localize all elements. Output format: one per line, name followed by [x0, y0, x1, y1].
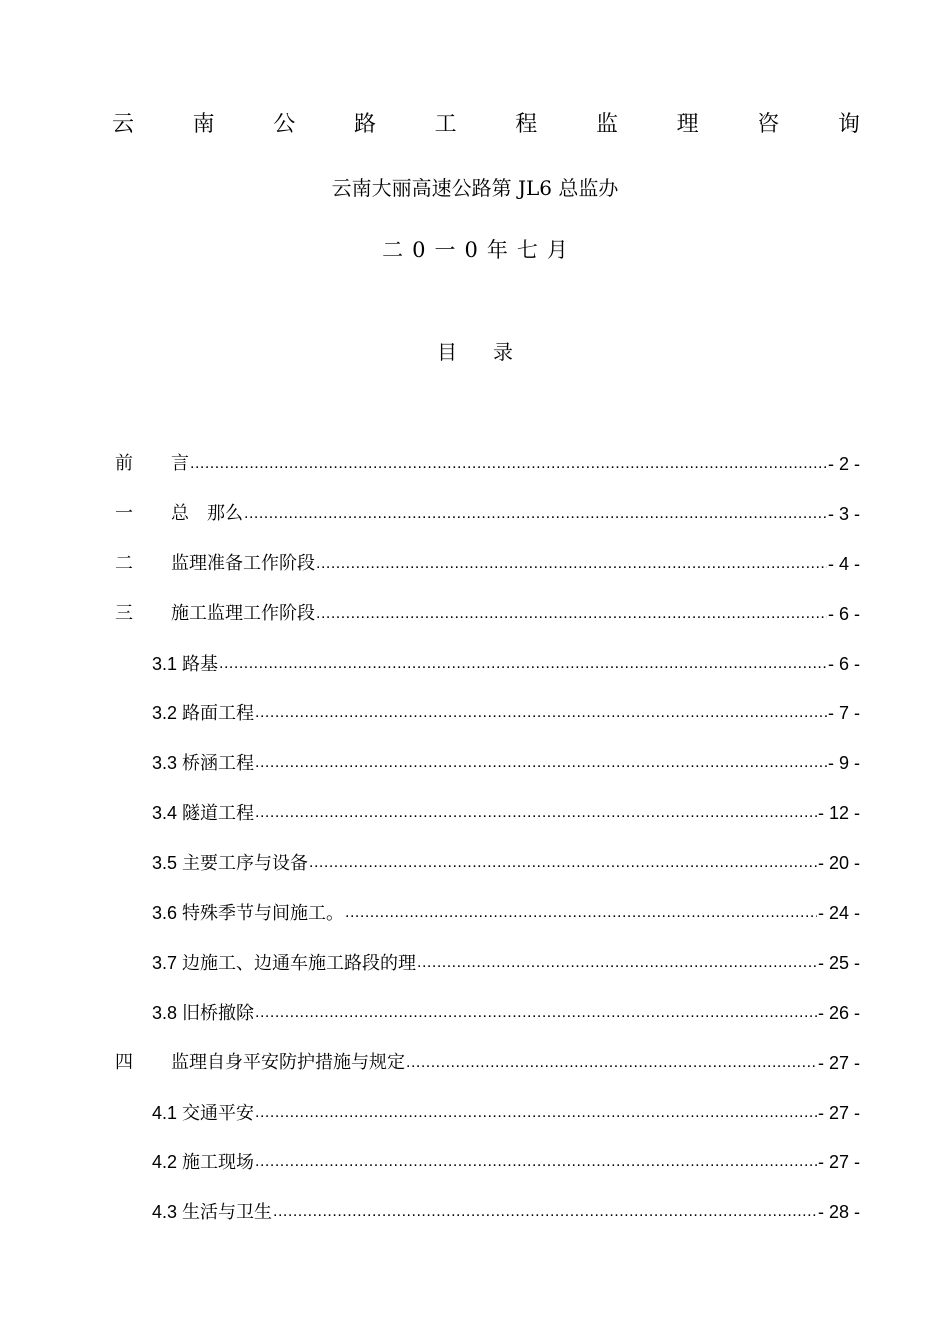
- toc-entry[interactable]: [115, 639, 860, 689]
- toc-dot-leader: [255, 798, 817, 828]
- toc-dot-leader: [255, 748, 827, 778]
- toc-page-number: - 25 -: [817, 952, 860, 973]
- company-name-char: 询: [837, 112, 860, 137]
- company-name-char: 理: [676, 112, 699, 137]
- toc-entry-label: 3.3 桥涵工程: [152, 753, 255, 774]
- toc-dot-leader: [345, 898, 817, 928]
- toc-page-number: - 27 -: [817, 1102, 860, 1123]
- toc-entry-label: 3.2 路面工程: [152, 703, 255, 724]
- toc-page-number: - 20 -: [817, 853, 860, 874]
- company-name-char: 路: [353, 112, 376, 137]
- toc-page-number: - 27 -: [817, 1052, 860, 1073]
- table-of-contents: [115, 439, 860, 1237]
- toc-entry[interactable]: [115, 439, 860, 489]
- company-name-char: 公: [273, 112, 296, 137]
- toc-dot-leader: [309, 848, 817, 878]
- toc-page-number: - 7 -: [827, 703, 860, 724]
- toc-page-number: - 28 -: [817, 1202, 860, 1223]
- toc-page-number: - 6 -: [827, 603, 860, 624]
- toc-entry-label: 3.6 特殊季节与间施工。: [152, 902, 345, 923]
- toc-title: 目录: [437, 340, 549, 364]
- company-name-char: 工: [434, 112, 457, 137]
- toc-entry[interactable]: [115, 589, 860, 639]
- toc-dot-leader: [219, 649, 827, 679]
- toc-page-number: - 27 -: [817, 1152, 860, 1173]
- toc-entry-number: 四: [115, 1051, 133, 1073]
- toc-page-number: - 12 -: [817, 803, 860, 824]
- toc-dot-leader: [244, 499, 827, 529]
- toc-page-number: - 4 -: [827, 553, 860, 574]
- toc-entry-label: 3.5 主要工序与设备: [152, 853, 309, 874]
- toc-entry-label: 施工监理工作阶段: [171, 602, 315, 624]
- toc-entry[interactable]: [115, 788, 860, 838]
- toc-entry-number: 三: [115, 602, 133, 624]
- toc-entry-label: 监理自身平安防护措施与规定: [171, 1051, 405, 1073]
- toc-page-number: - 26 -: [817, 1002, 860, 1023]
- company-name-char: 南: [192, 112, 215, 137]
- toc-entry-number: 二: [115, 552, 133, 574]
- toc-dot-leader: [406, 1048, 817, 1078]
- toc-entry[interactable]: [115, 1038, 860, 1088]
- toc-page-number: - 3 -: [827, 503, 860, 524]
- toc-entry-number: 前: [115, 452, 133, 474]
- toc-entry-label: 4.3 生活与卫生: [152, 1202, 273, 1223]
- toc-entry[interactable]: [115, 539, 860, 589]
- toc-dot-leader: [316, 599, 827, 629]
- toc-entry-label: 4.1 交通平安: [152, 1102, 255, 1123]
- toc-page-number: - 2 -: [827, 453, 860, 474]
- toc-dot-leader: [255, 1147, 817, 1177]
- toc-entry[interactable]: [115, 1088, 860, 1138]
- toc-entry[interactable]: [115, 988, 860, 1038]
- toc-dot-leader: [417, 948, 817, 978]
- toc-entry-number: 一: [115, 502, 133, 524]
- toc-entry[interactable]: [115, 888, 860, 938]
- toc-entry[interactable]: [115, 489, 860, 539]
- toc-dot-leader: [255, 998, 817, 1028]
- toc-entry-label: 3.7 边施工、边通车施工路段的理: [152, 952, 417, 973]
- toc-dot-leader: [255, 1098, 817, 1128]
- toc-entry[interactable]: [115, 738, 860, 788]
- toc-entry-label: 3.1 路基: [152, 653, 219, 674]
- company-name-char: 云: [112, 112, 135, 137]
- company-name-char: 程: [515, 112, 538, 137]
- toc-entry-label: 3.4 隧道工程: [152, 803, 255, 824]
- toc-page-number: - 24 -: [817, 902, 860, 923]
- toc-entry[interactable]: [115, 1187, 860, 1237]
- toc-entry-label: 言: [171, 452, 189, 474]
- toc-entry[interactable]: [115, 688, 860, 738]
- toc-dot-leader: [190, 449, 827, 479]
- company-name-char: 监: [595, 112, 618, 137]
- toc-entry-label: 4.2 施工现场: [152, 1152, 255, 1173]
- toc-entry[interactable]: [115, 938, 860, 988]
- toc-entry-label: 3.8 旧桥撤除: [152, 1002, 255, 1023]
- document-date: 二0一0年七月: [382, 238, 577, 262]
- toc-dot-leader: [273, 1197, 817, 1227]
- toc-dot-leader: [316, 549, 827, 579]
- toc-entry[interactable]: [115, 838, 860, 888]
- toc-page-number: - 9 -: [827, 753, 860, 774]
- toc-entry-label: 总 那么: [171, 502, 243, 524]
- office-name: 云南大丽高速公路第 JL6 总监办: [331, 176, 619, 200]
- company-name: [112, 110, 860, 140]
- toc-dot-leader: [255, 698, 827, 728]
- toc-entry-label: 监理准备工作阶段: [171, 552, 315, 574]
- toc-entry[interactable]: [115, 1137, 860, 1187]
- toc-page-number: - 6 -: [827, 653, 860, 674]
- company-name-char: 咨: [757, 112, 780, 137]
